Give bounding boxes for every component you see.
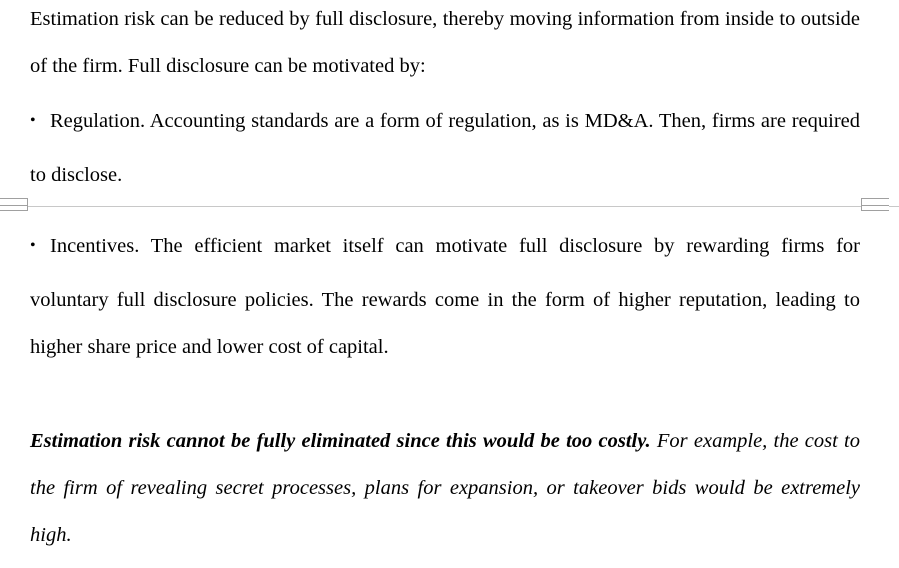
italic-text: For example, the cost to bbox=[650, 430, 860, 452]
bullet-item-incentives bbox=[30, 232, 860, 260]
bullet-continuation: to disclose. bbox=[30, 164, 123, 186]
bullet-continuation: voluntary full disclosure policies. The rewards come in the form of higher reputation, leading to bbox=[30, 289, 860, 311]
bullet-icon: • bbox=[30, 112, 36, 129]
bold-lead-sentence: Estimation risk cannot be fully eliminated since this would be too costly. bbox=[30, 430, 651, 452]
bullet-icon: • bbox=[30, 237, 36, 254]
bullet-text: Regulation. Accounting standards are a form of regulation, as is MD&A. Then, firms are required bbox=[50, 110, 860, 132]
bullet-continuation: higher share price and lower cost of capital. bbox=[30, 336, 389, 358]
paragraph-line: the firm of revealing secret processes, plans for expansion, or takeover bids would be extremely bbox=[30, 477, 860, 499]
page-break-handle-left[interactable] bbox=[0, 198, 28, 211]
bullet-text: Incentives. The efficient market itself can motivate full disclosure by rewarding firms for bbox=[50, 235, 860, 257]
bullet-item-regulation bbox=[30, 107, 860, 135]
page-break-divider bbox=[0, 206, 899, 207]
page-break-handle-right[interactable] bbox=[861, 198, 889, 211]
paragraph-line: of the firm. Full disclosure can be motivated by: bbox=[30, 55, 426, 77]
paragraph-line: Estimation risk can be reduced by full disclosure, thereby moving information from inside to outside bbox=[30, 8, 860, 30]
paragraph-line bbox=[30, 427, 860, 455]
paragraph-line: high. bbox=[30, 524, 72, 546]
